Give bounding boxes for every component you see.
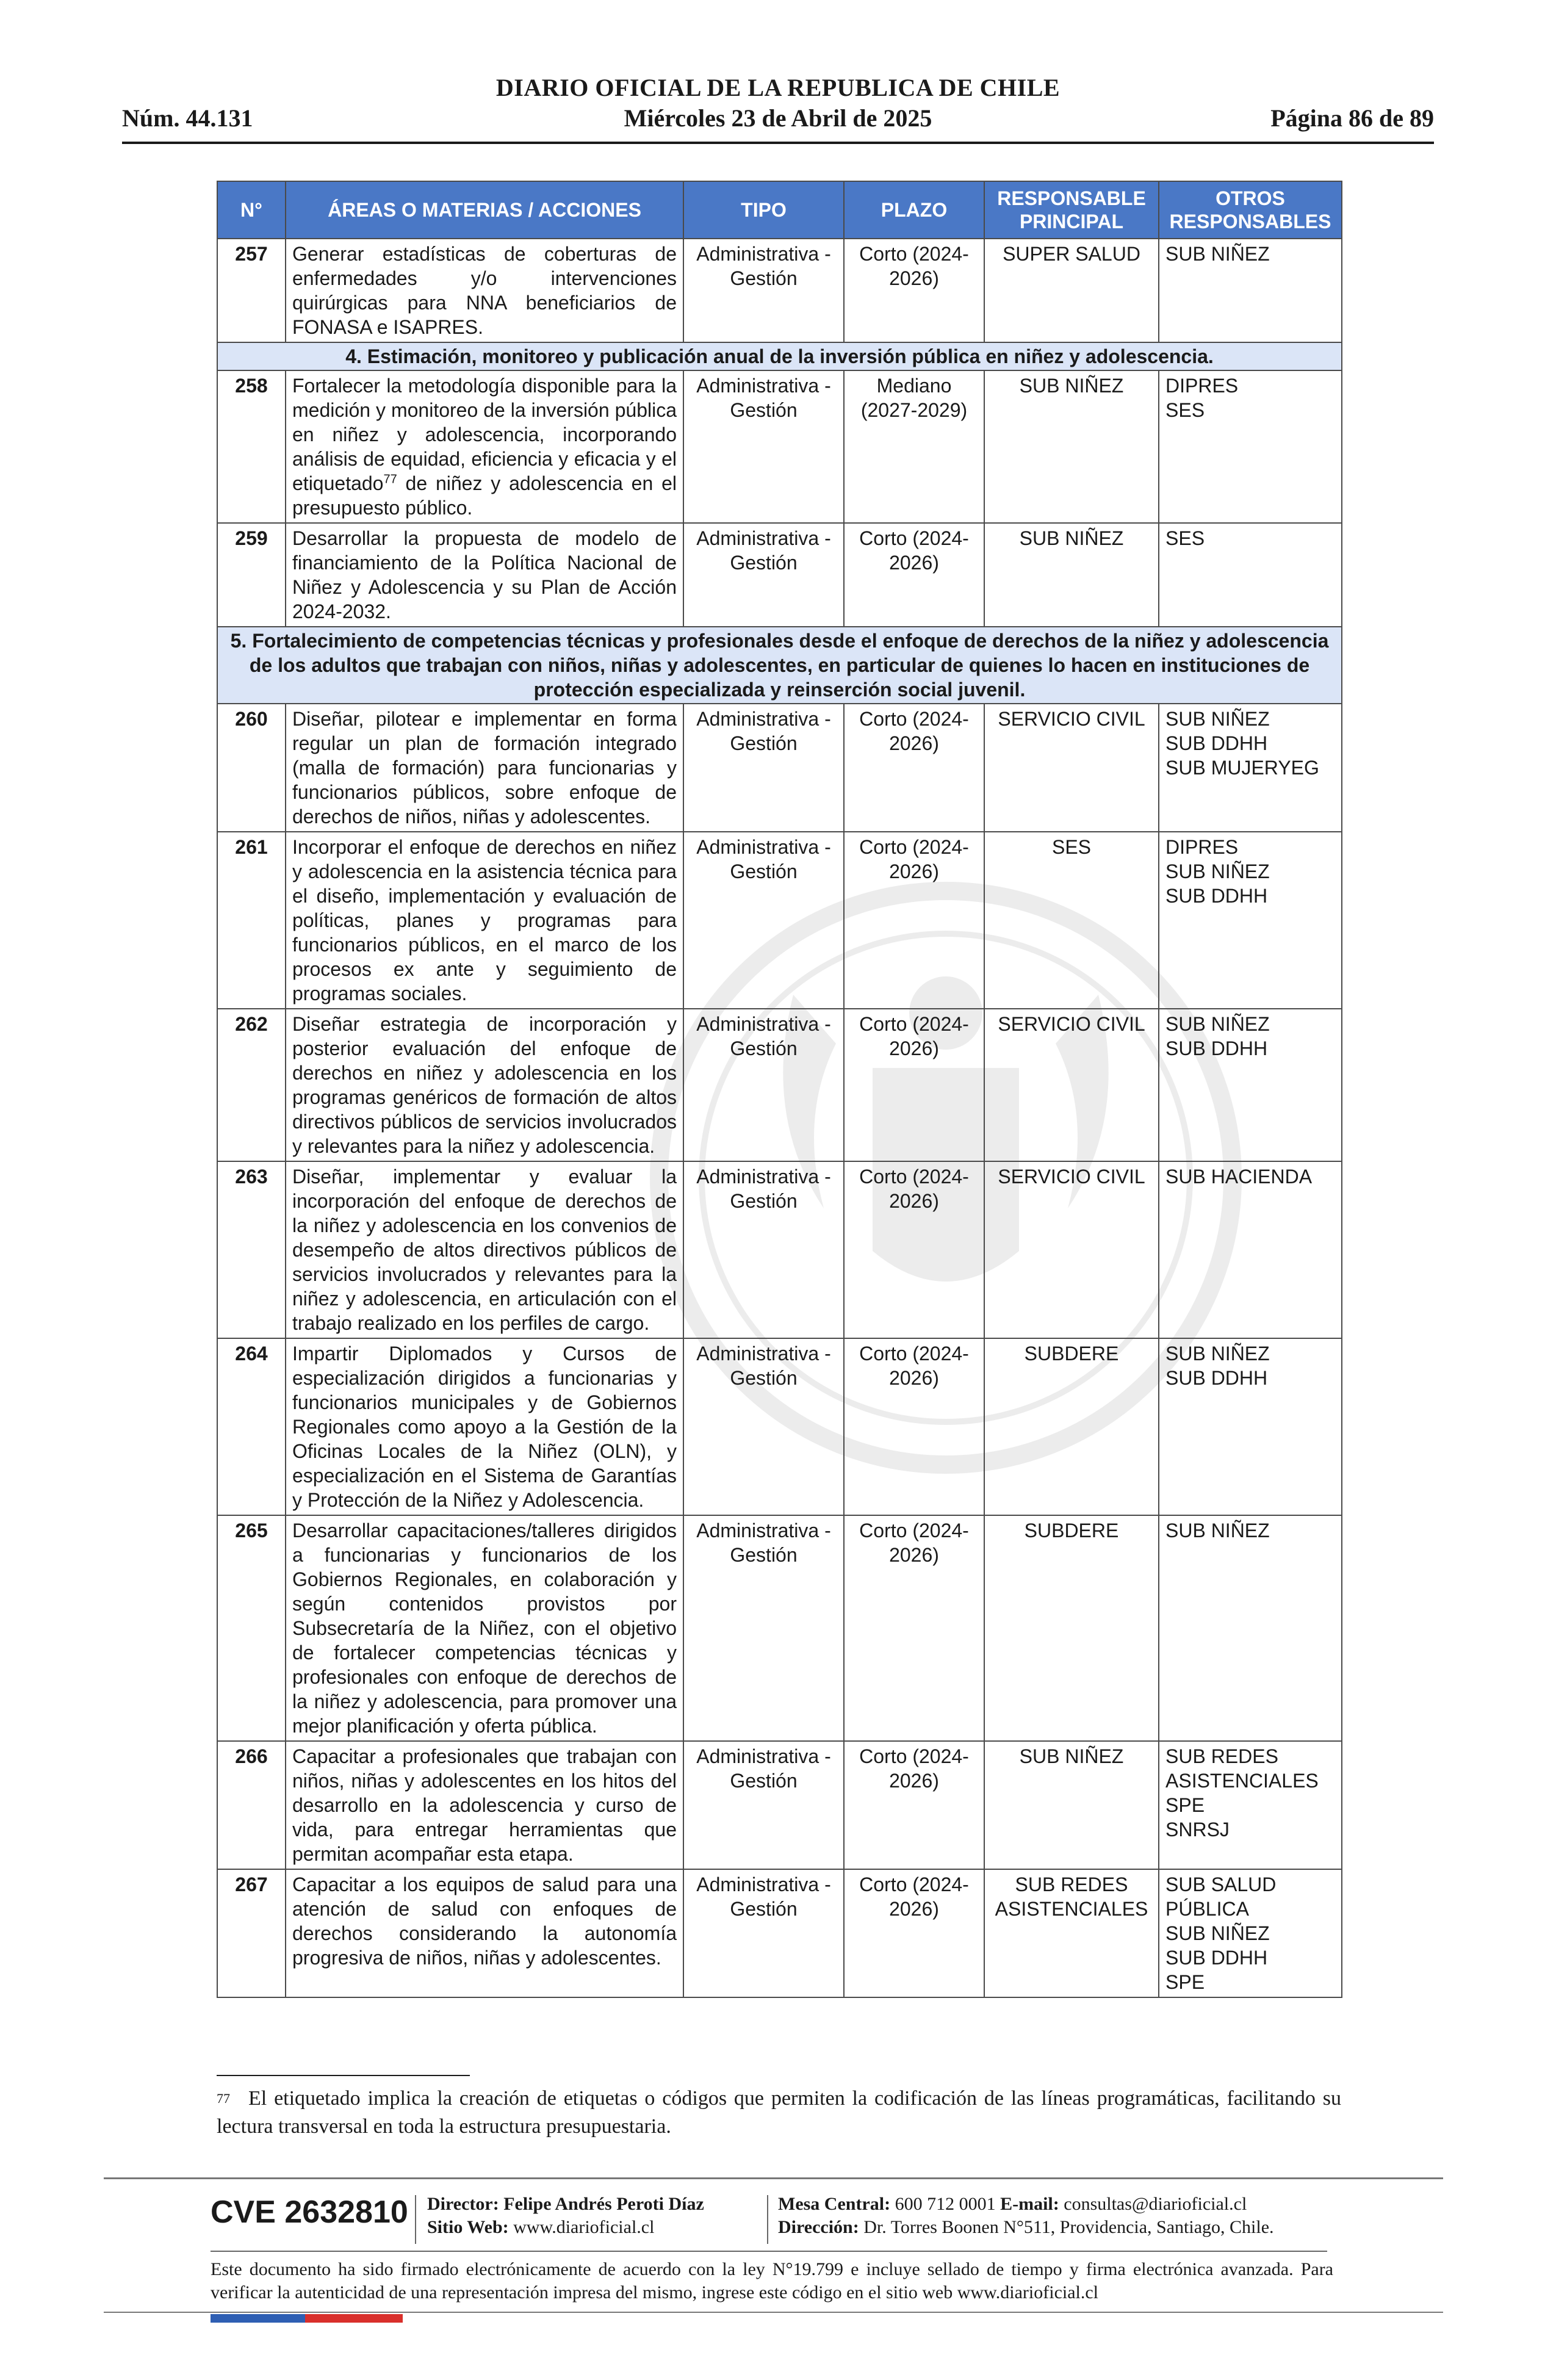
row-plazo: Corto (2024-2026) xyxy=(844,523,984,627)
row-otros xyxy=(1159,239,1342,342)
row-otros xyxy=(1159,1741,1342,1869)
row-tipo: Administrativa - Gestión xyxy=(683,1338,844,1515)
row-otros xyxy=(1159,1161,1342,1338)
footnote-divider xyxy=(217,2075,470,2076)
otros-item: SUB DDHH xyxy=(1165,732,1268,754)
row-otros xyxy=(1159,370,1342,523)
issue-date: Miércoles 23 de Abril de 2025 xyxy=(624,104,932,132)
issue-number: Núm. 44.131 xyxy=(122,104,253,132)
otros-item: SPE xyxy=(1165,1794,1205,1816)
row-otros xyxy=(1159,1009,1342,1161)
row-plazo: Corto (2024-2026) xyxy=(844,832,984,1009)
otros-item: SES xyxy=(1165,399,1205,421)
director-info xyxy=(427,2193,704,2239)
otros-item: SUB DDHH xyxy=(1165,1037,1268,1059)
row-plazo: Corto (2024-2026) xyxy=(844,1338,984,1515)
footer-separator xyxy=(767,2195,768,2244)
row-number: 261 xyxy=(217,832,286,1009)
otros-item: SUB NIÑEZ xyxy=(1165,1520,1270,1542)
table-row xyxy=(217,832,1342,1009)
row-responsable: SES xyxy=(984,832,1159,1009)
site-link[interactable]: www.diarioficial.cl xyxy=(513,2217,655,2237)
actions-table-container xyxy=(217,181,1341,1998)
row-tipo: Administrativa - Gestión xyxy=(683,1515,844,1741)
otros-item: SUB SALUD PÚBLICA xyxy=(1165,1873,1277,1920)
section-heading: 5. Fortalecimiento de competencias técnicas y profesionales desde el enfoque de derechos de la niñez y adolescencia de los adultos que trabajan con niños, niñas y adolescentes, en particular de quienes lo hacen en instituciones de protección especializada y reinserción social juvenil. xyxy=(217,627,1342,704)
footnote-reference: 77 xyxy=(383,472,397,486)
row-number: 262 xyxy=(217,1009,286,1161)
row-otros xyxy=(1159,832,1342,1009)
otros-item: SUB HACIENDA xyxy=(1165,1166,1313,1188)
otros-item: SUB REDES ASISTENCIALES xyxy=(1165,1745,1319,1792)
table-row xyxy=(217,1009,1342,1161)
row-action: Capacitar a los equipos de salud para una atención de salud con enfoques de derechos considerando la autonomía progresiva de niños, niñas y adolescentes. xyxy=(286,1869,683,1997)
otros-item: SUB NIÑEZ xyxy=(1165,708,1270,730)
row-plazo: Corto (2024-2026) xyxy=(844,704,984,832)
row-responsable: SUBDERE xyxy=(984,1338,1159,1515)
row-tipo: Administrativa - Gestión xyxy=(683,1161,844,1338)
row-action: Impartir Diplomados y Cursos de especialización dirigidos a funcionarias y funcionarios municipales y de Gobiernos Regionales como apoyo a la Gestión de la Oficinas Locales de la Niñez (OLN), y especialización en el Sistema de Garantías y Protección de la Niñez y Adolescencia. xyxy=(286,1338,683,1515)
row-plazo: Corto (2024-2026) xyxy=(844,1515,984,1741)
section-heading: 4. Estimación, monitoreo y publicación anual de la inversión pública en niñez y adolescencia. xyxy=(217,342,1342,370)
section-heading-row xyxy=(217,342,1342,370)
otros-item: SES xyxy=(1165,527,1205,549)
page-footer xyxy=(211,2188,1345,2255)
row-number: 267 xyxy=(217,1869,286,1997)
row-responsable: SUB NIÑEZ xyxy=(984,523,1159,627)
footnote xyxy=(217,2085,1341,2141)
contact-info xyxy=(778,2193,1274,2239)
row-plazo: Corto (2024-2026) xyxy=(844,1869,984,1997)
otros-item: DIPRES xyxy=(1165,836,1239,858)
otros-item: SUB NIÑEZ xyxy=(1165,1922,1270,1944)
footer-divider xyxy=(104,2177,1443,2179)
otros-item: SUB NIÑEZ xyxy=(1165,243,1270,265)
row-plazo: Corto (2024-2026) xyxy=(844,1741,984,1869)
row-responsable: SERVICIO CIVIL xyxy=(984,1009,1159,1161)
row-tipo: Administrativa - Gestión xyxy=(683,523,844,627)
row-otros xyxy=(1159,523,1342,627)
row-action: Desarrollar capacitaciones/talleres dirigidos a funcionarias y funcionarios de los Gobiernos Regionales, en colaboración y según contenidos provistos por Subsecretaría de la Niñez, con el objetivo de fortalecer competencias técnicas y profesionales con enfoque de derechos de la niñez y adolescencia, para promover una mejor planificación y oferta pública. xyxy=(286,1515,683,1741)
column-header-areas: ÁREAS O MATERIAS / ACCIONES xyxy=(286,181,683,239)
site-label: Sitio Web: xyxy=(427,2217,509,2237)
otros-item: SUB DDHH xyxy=(1165,1367,1268,1389)
row-otros xyxy=(1159,1869,1342,1997)
table-row xyxy=(217,704,1342,832)
table-row xyxy=(217,370,1342,523)
table-row xyxy=(217,523,1342,627)
row-plazo: Corto (2024-2026) xyxy=(844,1009,984,1161)
footnote-text: El etiquetado implica la creación de etiquetas o códigos que permiten la codificación de las líneas programáticas, facilitando su lectura transversal en toda la estructura presupuestaria. xyxy=(217,2087,1341,2138)
row-action: Incorporar el enfoque de derechos en niñez y adolescencia en la asistencia técnica para el diseño, implementación y evaluación de políticas, planes y programas para funcionarios públicos, en el marco de los procesos ex ante y seguimiento de programas sociales. xyxy=(286,832,683,1009)
row-number: 266 xyxy=(217,1741,286,1869)
action-text-cont: de niñez y adolescencia en el presupuesto público. xyxy=(292,472,677,519)
otros-item: SUB MUJERYEG xyxy=(1165,757,1319,779)
table-row xyxy=(217,1515,1342,1741)
row-number: 265 xyxy=(217,1515,286,1741)
director-label: Director: xyxy=(427,2194,499,2214)
row-tipo: Administrativa - Gestión xyxy=(683,1009,844,1161)
otros-item: SUB DDHH xyxy=(1165,1947,1268,1969)
otros-item: DIPRES xyxy=(1165,375,1239,397)
newspaper-title: DIARIO OFICIAL DE LA REPUBLICA DE CHILE xyxy=(495,74,1061,101)
page-header xyxy=(122,73,1434,146)
row-responsable: SERVICIO CIVIL xyxy=(984,1161,1159,1338)
otros-item: SUB DDHH xyxy=(1165,885,1268,907)
row-otros xyxy=(1159,704,1342,832)
column-header-tipo: TIPO xyxy=(683,181,844,239)
otros-item: SUB NIÑEZ xyxy=(1165,1343,1270,1365)
table-row xyxy=(217,1741,1342,1869)
footnote-mark: 77 xyxy=(217,2091,230,2106)
row-number: 258 xyxy=(217,370,286,523)
row-tipo: Administrativa - Gestión xyxy=(683,704,844,832)
row-action: Desarrollar la propuesta de modelo de financiamiento de la Política Nacional de Niñez y Adolescencia y su Plan de Acción 2024-2032. xyxy=(286,523,683,627)
row-action: Diseñar, pilotear e implementar en forma regular un plan de formación integrado (malla de formación) para funcionarias y funcionarios públicos, sobre enfoque de derechos de niños, niñas y adolescentes. xyxy=(286,704,683,832)
row-responsable: SUB NIÑEZ xyxy=(984,370,1159,523)
row-tipo: Administrativa - Gestión xyxy=(683,1869,844,1997)
signature-note: Este documento ha sido firmado electrónicamente de acuerdo con la ley N°19.799 e incluye sellado de tiempo y firma electrónica avanzada. Para verificar la autenticidad de una representación impresa del mismo, ingrese este código en el sitio web www.diarioficial.cl xyxy=(211,2259,1333,2302)
page-number: Página 86 de 89 xyxy=(1270,104,1434,132)
row-plazo: Corto (2024-2026) xyxy=(844,239,984,342)
otros-item: SNRSJ xyxy=(1165,1819,1230,1841)
address-label: Dirección: xyxy=(778,2217,859,2237)
footer-divider-inner xyxy=(211,2251,1327,2252)
column-header-plazo: PLAZO xyxy=(844,181,984,239)
bottom-divider xyxy=(104,2312,1443,2313)
row-action: Diseñar, implementar y evaluar la incorporación del enfoque de derechos de la niñez y adolescencia en los convenios de desempeño de altos directivos públicos de servicios involucrados y relevantes para la niñez y adolescencia, en articulación con el trabajo realizado en los perfiles de cargo. xyxy=(286,1161,683,1338)
cve-code: CVE 2632810 xyxy=(211,2194,408,2230)
footer-separator xyxy=(415,2195,416,2244)
otros-item: SPE xyxy=(1165,1971,1205,1993)
mesa-phone: 600 712 0001 xyxy=(895,2194,996,2214)
row-tipo: Administrativa - Gestión xyxy=(683,1741,844,1869)
address: Dr. Torres Boonen N°511, Providencia, Santiago, Chile. xyxy=(863,2217,1274,2237)
row-responsable: SUB REDES ASISTENCIALES xyxy=(984,1869,1159,1997)
row-responsable: SUPER SALUD xyxy=(984,239,1159,342)
row-number: 259 xyxy=(217,523,286,627)
table-row xyxy=(217,1869,1342,1997)
mesa-label: Mesa Central: xyxy=(778,2194,891,2214)
email-label: E-mail: xyxy=(1000,2194,1059,2214)
row-action xyxy=(286,370,683,523)
row-number: 263 xyxy=(217,1161,286,1338)
header-divider xyxy=(122,142,1434,144)
row-action: Generar estadísticas de coberturas de enfermedades y/o intervenciones quirúrgicas para NNA beneficiarios de FONASA e ISAPRES. xyxy=(286,239,683,342)
table-row xyxy=(217,1161,1342,1338)
row-otros xyxy=(1159,1338,1342,1515)
row-number: 257 xyxy=(217,239,286,342)
row-number: 264 xyxy=(217,1338,286,1515)
row-plazo: Mediano (2027-2029) xyxy=(844,370,984,523)
row-plazo: Corto (2024-2026) xyxy=(844,1161,984,1338)
otros-item: SUB NIÑEZ xyxy=(1165,1013,1270,1035)
table-row xyxy=(217,1338,1342,1515)
column-header-number: N° xyxy=(217,181,286,239)
table-row xyxy=(217,239,1342,342)
flag-stripe-blue xyxy=(211,2314,305,2323)
section-heading-row xyxy=(217,627,1342,704)
row-responsable: SUB NIÑEZ xyxy=(984,1741,1159,1869)
row-otros xyxy=(1159,1515,1342,1741)
row-action: Capacitar a profesionales que trabajan con niños, niñas y adolescentes en los hitos del desarrollo en la adolescencia y curso de vida, para entregar herramientas que permitan acompañar esta etapa. xyxy=(286,1741,683,1869)
column-header-otros: OTROS RESPONSABLES xyxy=(1159,181,1342,239)
row-responsable: SERVICIO CIVIL xyxy=(984,704,1159,832)
row-tipo: Administrativa - Gestión xyxy=(683,832,844,1009)
otros-item: SUB NIÑEZ xyxy=(1165,860,1270,882)
row-number: 260 xyxy=(217,704,286,832)
row-action: Diseñar estrategia de incorporación y posterior evaluación del enfoque de derechos en niñez y adolescencia en los programas genéricos de formación de altos directivos públicos de servicios involucrados y relevantes para la niñez y adolescencia. xyxy=(286,1009,683,1161)
flag-stripe-red xyxy=(305,2314,403,2323)
action-text: Fortalecer la metodología disponible para la medición y monitoreo de la inversión pública en niñez y adolescencia, incorporando análisis de equidad, eficiencia y eficacia y el etiquetado xyxy=(292,375,677,494)
column-header-responsable: RESPONSABLE PRINCIPAL xyxy=(984,181,1159,239)
director-name: Felipe Andrés Peroti Díaz xyxy=(503,2194,704,2214)
row-tipo: Administrativa - Gestión xyxy=(683,370,844,523)
actions-table xyxy=(217,181,1342,1998)
table-header-row xyxy=(217,181,1342,239)
row-tipo: Administrativa - Gestión xyxy=(683,239,844,342)
email-link[interactable]: consultas@diarioficial.cl xyxy=(1064,2194,1247,2214)
row-responsable: SUBDERE xyxy=(984,1515,1159,1741)
